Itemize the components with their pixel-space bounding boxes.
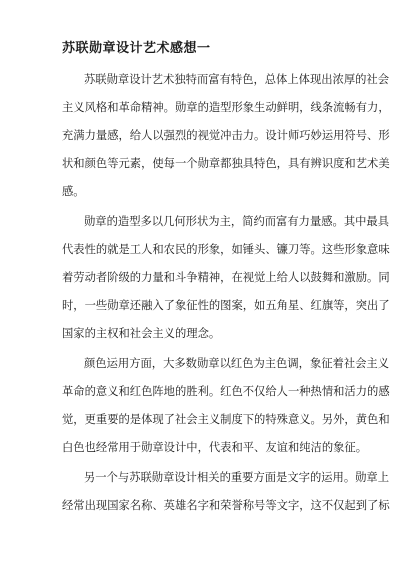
paragraph-1-line-5: 感。 (62, 185, 85, 198)
paragraph-1-line-1: 苏联勋章设计艺术独特而富有特色，总体上体现出浓厚的社会 (84, 73, 390, 86)
paragraph-1-line-4: 状和颜色等元素，使每一个勋章都独具特色，具有辨识度和艺术美 (62, 157, 390, 170)
paragraph-3-line-4: 白色也经常用于勋章设计中，代表和平、友谊和纯洁的象征。 (62, 441, 368, 454)
paragraph-4-line-2: 经常出现国家名称、英雄名字和荣誉称号等文字，这不仅起到了标 (62, 499, 390, 512)
paragraph-2-line-4: 时，一些勋章还融入了象征性的图案，如五角星、红旗等，突出了 (62, 299, 390, 312)
paragraph-1-line-3: 充满力量感，给人以强烈的视觉冲击力。设计师巧妙运用符号、形 (62, 129, 390, 142)
paragraph-2-line-3: 着劳动者阶级的力量和斗争精神，在视觉上给人以鼓舞和激励。同 (62, 271, 390, 284)
paragraph-3-line-2: 革命的意义和红色阵地的胜利。红色不仅给人一种热情和活力的感 (62, 385, 390, 398)
paragraph-2-line-1: 勋章的造型多以几何形状为主，简约而富有力量感。其中最具 (84, 215, 390, 228)
paragraph-3-line-3: 觉，更重要的是体现了社会主义制度下的特殊意义。另外，黄色和 (62, 413, 390, 426)
document-title: 苏联勋章设计艺术感想一 (62, 41, 211, 56)
paragraph-1-line-2: 主义风格和革命精神。勋章的造型形象生动鲜明，线条流畅有力， (62, 101, 390, 114)
paragraph-2-line-2: 代表性的就是工人和农民的形象，如锤头、镰刀等。这些形象意味 (62, 243, 390, 256)
paragraph-3-line-1: 颜色运用方面，大多数勋章以红色为主色调，象征着社会主义 (84, 357, 390, 370)
paragraph-2-line-5: 国家的主权和社会主义的理念。 (62, 327, 221, 340)
paragraph-4-line-1: 另一个与苏联勋章设计相关的重要方面是文字的运用。勋章上 (84, 471, 390, 484)
